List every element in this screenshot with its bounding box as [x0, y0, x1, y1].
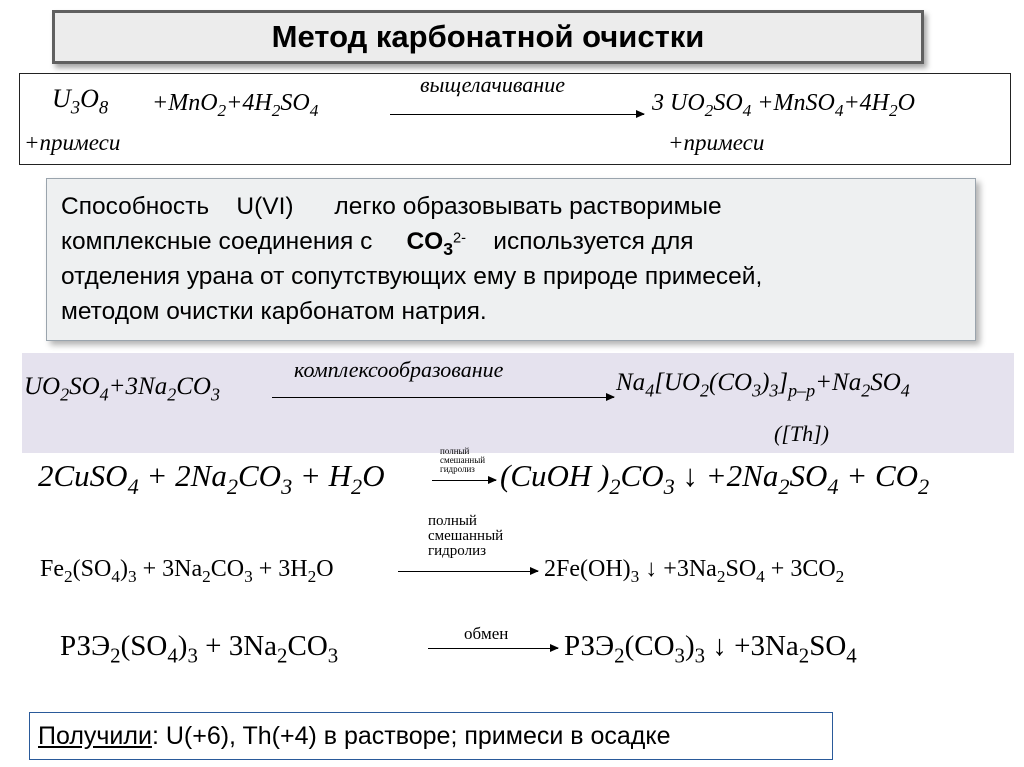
eq1-reagents: $+MnO_2+4H_2SO_4$ [152, 90, 319, 121]
info-line-1: Способность U(VI) легко образовывать растворимые [61, 193, 722, 220]
equation-ree-products: $РЗЭ_2(CO_3)_3$ ↓ $+3Na_2SO_4$ [564, 630, 857, 668]
eq4-arrow [398, 571, 538, 572]
eq5-arrow-label: обмен [464, 624, 509, 643]
eq5-arrow [428, 648, 558, 649]
eq3-arrow-label: полный смешанный гидролиз [440, 446, 486, 474]
page-title: Метод карбонатной очистки [271, 19, 705, 54]
equation-leaching [19, 73, 1011, 165]
eq2-arrow [272, 397, 614, 398]
equation-ree: $РЗЭ_2(SO_4)_3 + 3Na_2CO_3$ [60, 630, 339, 668]
equation-iron: $Fe_2(SO_4)_3 + 3Na_2CO_3 + 3H_2O$ [40, 556, 334, 587]
eq2-right: $Na_4[UO_2(CO_3)_3]_{p-p}+Na_2SO_4$ [616, 369, 910, 401]
info-line-4: методом очистки карбонатом натрия. [61, 298, 487, 325]
equation-copper-products: (CuOH )$_2CO_3$ ↓ $+2Na_2SO_4 + CO_2$ [500, 458, 930, 499]
title-box [52, 10, 924, 64]
equation-complexation [22, 353, 1014, 453]
equation-iron-products: $2Fe(OH)_3$ ↓ $+3Na_2SO_4 + 3CO_2$ [544, 556, 845, 587]
eq3-arrow [432, 480, 496, 481]
result-box [29, 712, 833, 760]
info-box [46, 178, 976, 341]
info-line-3: отделения урана от сопутствующих ему в природе примесей, [61, 263, 763, 290]
result-text: : U(+6), Th(+4) в растворе; примеси в осадке [151, 721, 671, 750]
eq1-arrow [390, 114, 644, 115]
eq2-thorium: ([Th]) [774, 421, 830, 446]
eq1-left: $U_3O_8$ [52, 84, 109, 119]
eq1-left-impurities: +примеси [24, 130, 121, 155]
info-line-2: комплексные соединения с $CO_3^{2-}$ используется для [61, 228, 694, 260]
eq1-arrow-label: выщелачивание [420, 72, 565, 97]
eq1-right-impurities: +примеси [668, 130, 765, 155]
eq4-arrow-label: полный смешанный гидролиз [428, 513, 504, 559]
eq2-left: $UO_2SO_4+3Na_2CO_3$ [24, 373, 220, 405]
equation-copper: 2CuSO$_4$ + $2Na_2CO_3 + H_2O$ [38, 458, 385, 499]
eq1-products: 3 $UO_2SO_4$ $+MnSO_4+4H_2O$ [652, 90, 915, 121]
eq2-arrow-label: комплексообразование [294, 357, 504, 382]
result-label: Получили [38, 721, 152, 750]
